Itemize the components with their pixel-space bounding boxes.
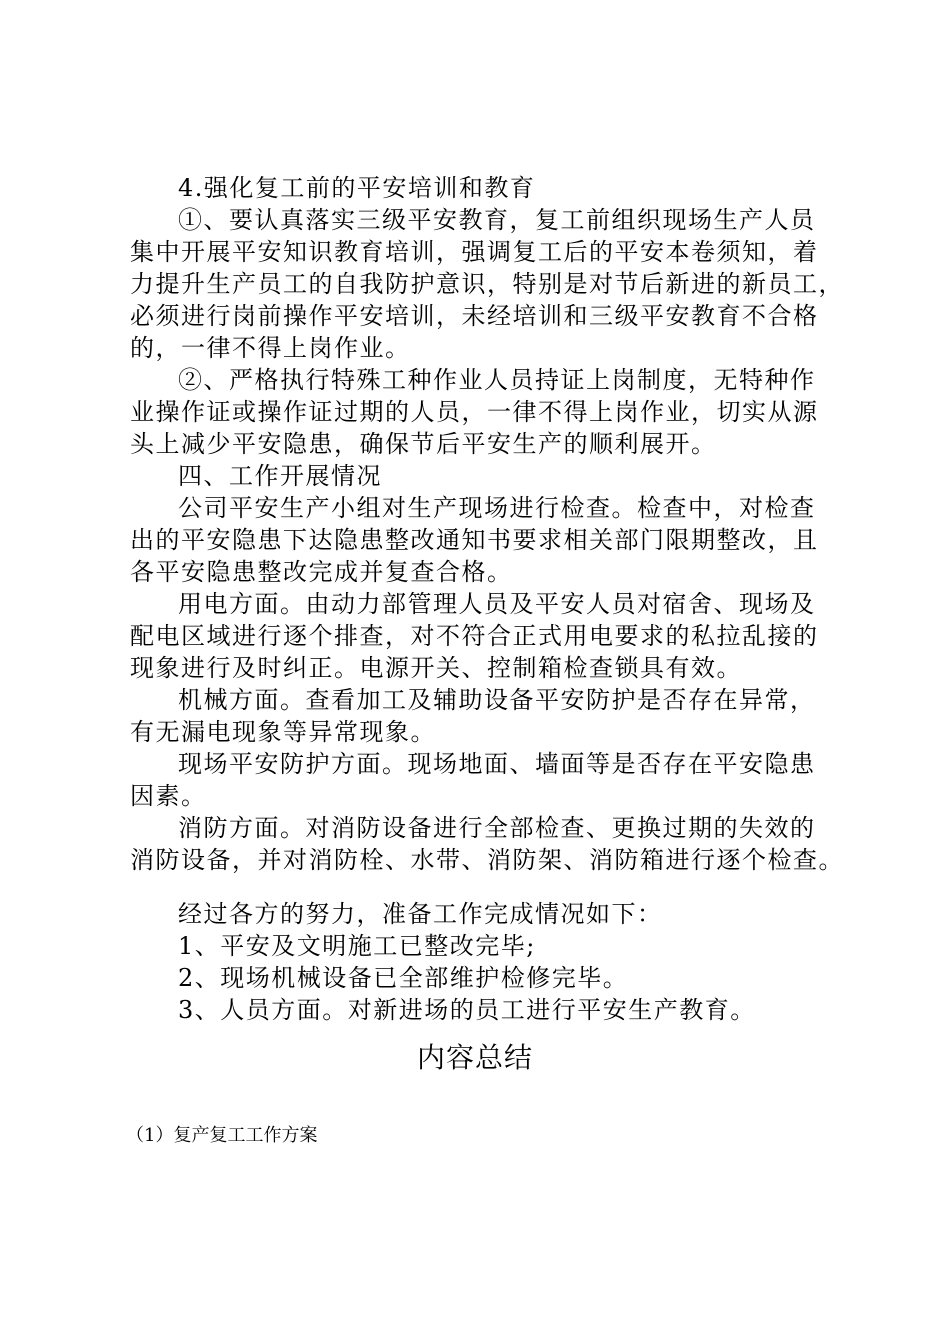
paragraph-gap (130, 876, 820, 898)
paragraph-line: 用电方面。由动力部管理人员及平安人员对宿舍、现场及 (178, 590, 816, 618)
paragraph-line: 配电区域进行逐个排查，对不符合正式用电要求的私拉乱接的 (130, 622, 819, 650)
paragraph-line: ②、严格执行特殊工种作业人员持证上岗制度，无特种作 (178, 366, 816, 394)
paragraph-line: 4.强化复工前的平安培训和教育 (178, 174, 536, 202)
list-item: 3、人员方面。对新进场的员工进行平安生产教育。 (178, 996, 756, 1024)
paragraph-line: ①、要认真落实三级平安教育，复工前组织现场生产人员 (178, 206, 816, 234)
paragraph-line: 经过各方的努力，准备工作完成情况如下： (178, 900, 663, 928)
section-heading: 四、工作开展情况 (178, 462, 382, 490)
document-body (130, 172, 844, 1026)
paragraph-line: 的，一律不得上岗作业。 (130, 334, 411, 362)
paragraph-line: 消防方面。对消防设备进行全部检查、更换过期的失效的 (178, 814, 816, 842)
summary-title: 内容总结 (416, 1041, 533, 1074)
paragraph-line: 各平安隐患整改完成并复查合格。 (130, 558, 513, 586)
list-item: 1、平安及文明施工已整改完毕; (178, 932, 536, 960)
paragraph-line: 现象进行及时纠正。电源开关、控制箱检查锁具有效。 (130, 654, 742, 682)
summary-item: （1）复产复工工作方案 (126, 1125, 318, 1146)
paragraph-line: 有无漏电现象等异常现象。 (130, 718, 436, 746)
paragraph-line: 业操作证或操作证过期的人员，一律不得上岗作业，切实从源 (130, 398, 819, 426)
paragraph-line: 机械方面。查看加工及辅助设备平安防护是否存在异常， (178, 686, 816, 714)
paragraph-line: 消防设备，并对消防栓、水带、消防架、消防箱进行逐个检查。 (130, 846, 844, 874)
paragraph-line: 出的平安隐患下达隐患整改通知书要求相关部门限期整改，且 (130, 526, 819, 554)
paragraph-line: 公司平安生产小组对生产现场进行检查。检查中，对检查 (178, 494, 816, 522)
paragraph-line: 力提升生产员工的自我防护意识，特别是对节后新进的新员工， (130, 270, 844, 298)
paragraph-line: 因素。 (130, 782, 207, 810)
paragraph-line: 必须进行岗前操作平安培训，未经培训和三级平安教育不合格 (130, 302, 819, 330)
paragraph-line: 集中开展平安知识教育培训，强调复工后的平安本卷须知，着 (130, 238, 819, 266)
paragraph-line: 头上减少平安隐患，确保节后平安生产的顺利展开。 (130, 430, 717, 458)
list-item: 2、现场机械设备已全部维护检修完毕。 (178, 964, 629, 992)
paragraph-line: 现场平安防护方面。现场地面、墙面等是否存在平安隐患 (178, 750, 816, 778)
